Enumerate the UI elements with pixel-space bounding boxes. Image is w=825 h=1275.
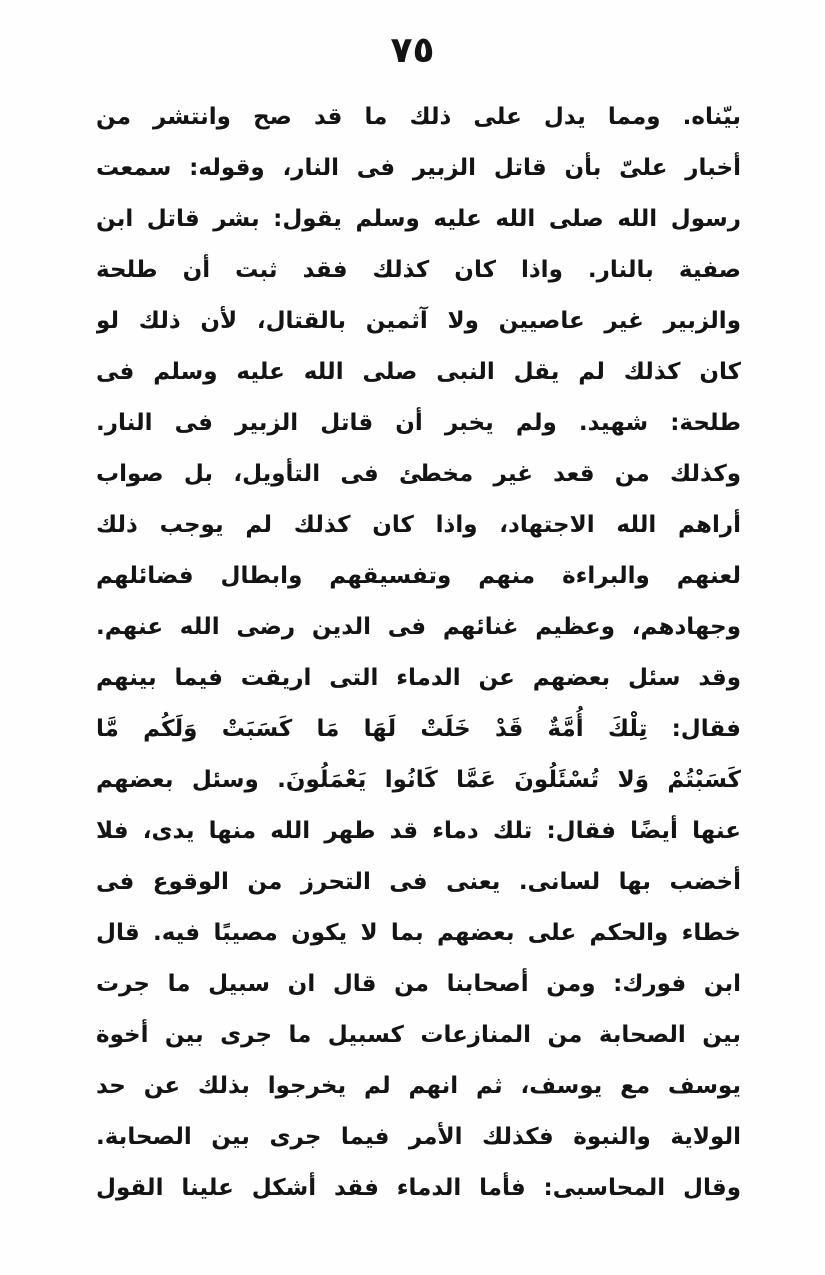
- text-line: يوسف مع يوسف، ثم انهم لم يخرجوا بذلك عن حد: [96, 1073, 741, 1099]
- text-line: والزبير غير عاصيين ولا آثمين بالقتال، لأن ذلك لو: [96, 308, 741, 334]
- body-text: [96, 92, 741, 1214]
- text-line: وقد سئل بعضهم عن الدماء التى اريقت فيما بينهم: [96, 665, 741, 691]
- text-line: عنها أيضًا فقال: تلك دماء قد طهر الله منها يدى، فلا: [96, 818, 741, 844]
- text-line: صفية بالنار. واذا كان كذلك فقد ثبت أن طلحة: [96, 257, 741, 283]
- text-line: بين الصحابة من المنازعات كسبيل ما جرى بين أخوة: [96, 1022, 741, 1048]
- quran-verse-line: كَسَبْتُمْ وَلا تُسْئَلُونَ عَمَّا كَانُوا يَعْمَلُونَ. وسئل بعضهم: [96, 767, 741, 793]
- text-line: لعنهم والبراءة منهم وتفسيقهم وابطال فضائلهم: [96, 563, 741, 589]
- quran-verse-line: فقال: تِلْكَ أُمَّةٌ قَدْ خَلَتْ لَهَا مَا كَسَبَتْ وَلَكُم مَّا: [96, 716, 741, 742]
- text-line: رسول الله صلى الله عليه وسلم يقول: بشر قاتل ابن: [96, 206, 741, 232]
- text-line: ابن فورك: ومن أصحابنا من قال ان سبيل ما جرت: [96, 971, 741, 997]
- text-line: وجهادهم، وعظيم غنائهم فى الدين رضى الله عنهم.: [96, 614, 741, 640]
- text-line: بيّناه. ومما يدل على ذلك ما قد صح وانتشر من: [96, 104, 741, 130]
- text-line: أخضب بها لسانى. يعنى فى التحرز من الوقوع فى: [96, 869, 741, 895]
- page-number: ٧٥: [390, 30, 435, 71]
- text-line: كان كذلك لم يقل النبى صلى الله عليه وسلم فى: [96, 359, 741, 385]
- text-line: خطاء والحكم على بعضهم بما لا يكون مصيبًا فيه. قال: [96, 920, 741, 946]
- text-line: وكذلك من قعد غير مخطئ فى التأويل، بل صواب: [96, 461, 741, 487]
- text-line: الولاية والنبوة فكذلك الأمر فيما جرى بين الصحابة.: [96, 1124, 741, 1150]
- text-line: أخبار علىّ بأن قاتل الزبير فى النار، وقوله: سمعت: [96, 155, 741, 181]
- text-line: وقال المحاسبى: فأما الدماء فقد أشكل علينا القول: [96, 1175, 741, 1201]
- text-line: أراهم الله الاجتهاد، واذا كان كذلك لم يوجب ذلك: [96, 512, 741, 538]
- text-line: طلحة: شهيد. ولم يخبر أن قاتل الزبير فى النار.: [96, 410, 741, 436]
